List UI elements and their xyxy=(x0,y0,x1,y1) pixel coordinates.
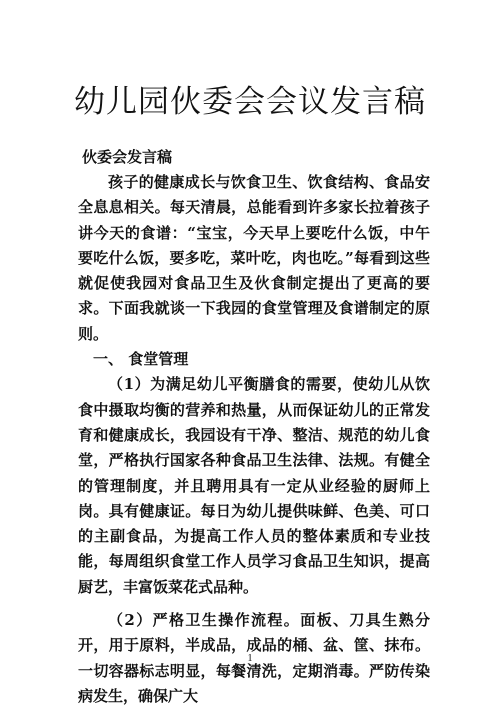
paragraph-point-1: （1）为满足幼儿平衡膳食的需要，使幼儿从饮食中摄取均衡的营养和热量，从而保证幼儿的正常发育和健康成长，我园设有干净、整洁、规范的幼儿食堂，严格执行国家各种食品卫生法律、法规。有健全的管理制度，并且聘用具有一定从业经验的厨师上岗。具有健康证。每日为幼儿提供味鲜、色美、可口的主副食品，为提高工作人员的整体素质和专业技能，每周组织食堂工作人员学习食品卫生知识，提高厨艺，丰富饭菜花式品种。 xyxy=(78,375,430,596)
document-body xyxy=(78,170,430,709)
paragraph-point-2: （2）严格卫生操作流程。面板、刀具生熟分开，用于原料，半成品，成品的桶、盆、筐、抹布。一切容器标志明显，每餐清洗，定期消毒。严防传染病发生，确保广大 xyxy=(78,611,430,705)
document-title: 幼儿园伙委会会议发言稿 xyxy=(74,84,426,120)
paragraph-intro: 孩子的健康成长与饮食卫生、饮食结构、食品安全息息相关。每天清晨，总能看到许多家长拉着孩子讲今天的食谱：“宝宝，今天早上要吃什么饭，中午要吃什么饭，要多吃，菜叶吃，肉也吃。”每看到这些就促使我园对食品卫生及伙食制定提出了更高的要求。下面我就谈一下我园的食堂管理及食谱制定的原则。 xyxy=(78,173,430,343)
page-number: 1 xyxy=(247,653,253,664)
section-heading-canteen: 一、 食堂管理 xyxy=(93,350,189,369)
document-subtitle: 伙委会发言稿 xyxy=(82,148,173,166)
